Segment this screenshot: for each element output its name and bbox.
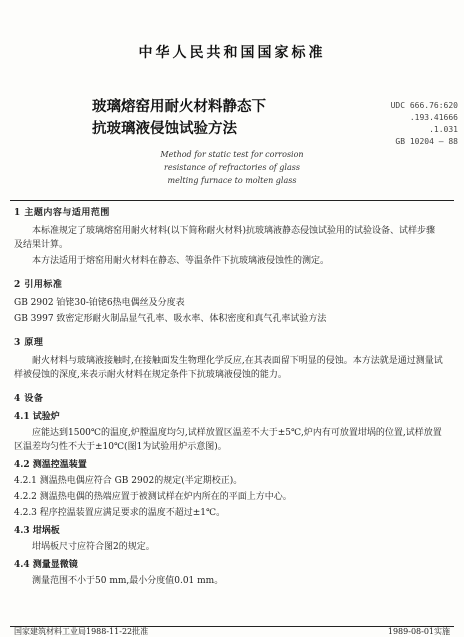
paragraph: 测量范围不小于50 mm,最小分度值0.01 mm。	[32, 576, 224, 586]
implementation-date: 1989-08-01实施	[387, 627, 450, 636]
paragraph: 本方法适用于熔窑用耐火材料在静态、等温条件下抗玻璃液侵蚀性的测定。	[32, 256, 330, 266]
approval-note: 国家建筑材料工业局1988-11-22批准	[14, 627, 149, 636]
title-line-2: 抗玻璃液侵蚀试验方法	[92, 121, 237, 137]
document-body	[14, 206, 444, 590]
reference-item: GB 2902 铂铑30-铂铑6热电偶丝及分度表	[14, 298, 185, 308]
footer	[14, 627, 450, 637]
clause-item: 4.2.2 测温热电偶的热端应置于被测试样在炉内所在的平面上方中心。	[14, 492, 292, 502]
header-divider	[10, 200, 454, 201]
english-title-line: resistance of refractories of glass	[164, 163, 300, 172]
code-line: .193.41666	[409, 113, 458, 122]
clause-item: 4.2.3 程序控温装置应满足要求的温度不超过±1℃。	[14, 508, 226, 518]
english-title-line: Method for static test for corrosion	[160, 150, 304, 159]
paragraph: 耐火材料与玻璃液接触时,在接触面发生物理化学反应,在其表面留下明显的侵蚀。本方法就是通过测量试样被侵蚀的深度,来表示耐火材料在规定条件下抗玻璃液侵蚀的能力。	[14, 356, 443, 380]
chinese-title	[92, 96, 332, 140]
subsection-heading: 4.3 坩埚板	[14, 526, 60, 536]
paragraph: 坩埚板尺寸应符合图2的规定。	[32, 542, 155, 552]
paragraph: 应能达到1500℃的温度,炉膛温度均匀,试样放置区温差不大于±5℃,炉内有可放置坩埚的位置,试样放置区温差均匀性不大于±10℃(图1为试验用炉示意图)。	[14, 428, 442, 452]
title-line-1: 玻璃熔窑用耐火材料静态下	[92, 99, 266, 115]
subsection-heading: 4.2 测温控温装置	[14, 460, 87, 470]
paragraph: 本标准规定了玻璃熔窑用耐火材料(以下简称耐火材料)抗玻璃液静态侵蚀试验用的试验设备、试样步骤及结果计算。	[14, 226, 436, 250]
english-title	[0, 148, 464, 187]
section-heading: 2 引用标准	[14, 280, 63, 290]
english-title-line: melting furnace to molten glass	[167, 176, 297, 185]
standard-codes	[346, 100, 458, 148]
section-heading: 3 原理	[14, 338, 44, 348]
subsection-heading: 4.4 测量显微镜	[14, 560, 78, 570]
subsection-heading: 4.1 试验炉	[14, 412, 60, 422]
code-line: .1.031	[429, 125, 458, 134]
section-heading: 1 主题内容与适用范围	[14, 208, 110, 218]
reference-item: GB 3997 致密定形耐火制品显气孔率、吸水率、体积密度和真气孔率试验方法	[14, 314, 327, 324]
code-line: UDC 666.76:620	[390, 101, 458, 110]
section-heading: 4 设备	[14, 394, 44, 404]
standard-header: 中华人民共和国国家标准	[138, 45, 326, 61]
code-line: GB 10204 — 88	[395, 137, 458, 146]
clause-item: 4.2.1 测温热电偶应符合 GB 2902的规定(半定期校正)。	[14, 476, 243, 486]
